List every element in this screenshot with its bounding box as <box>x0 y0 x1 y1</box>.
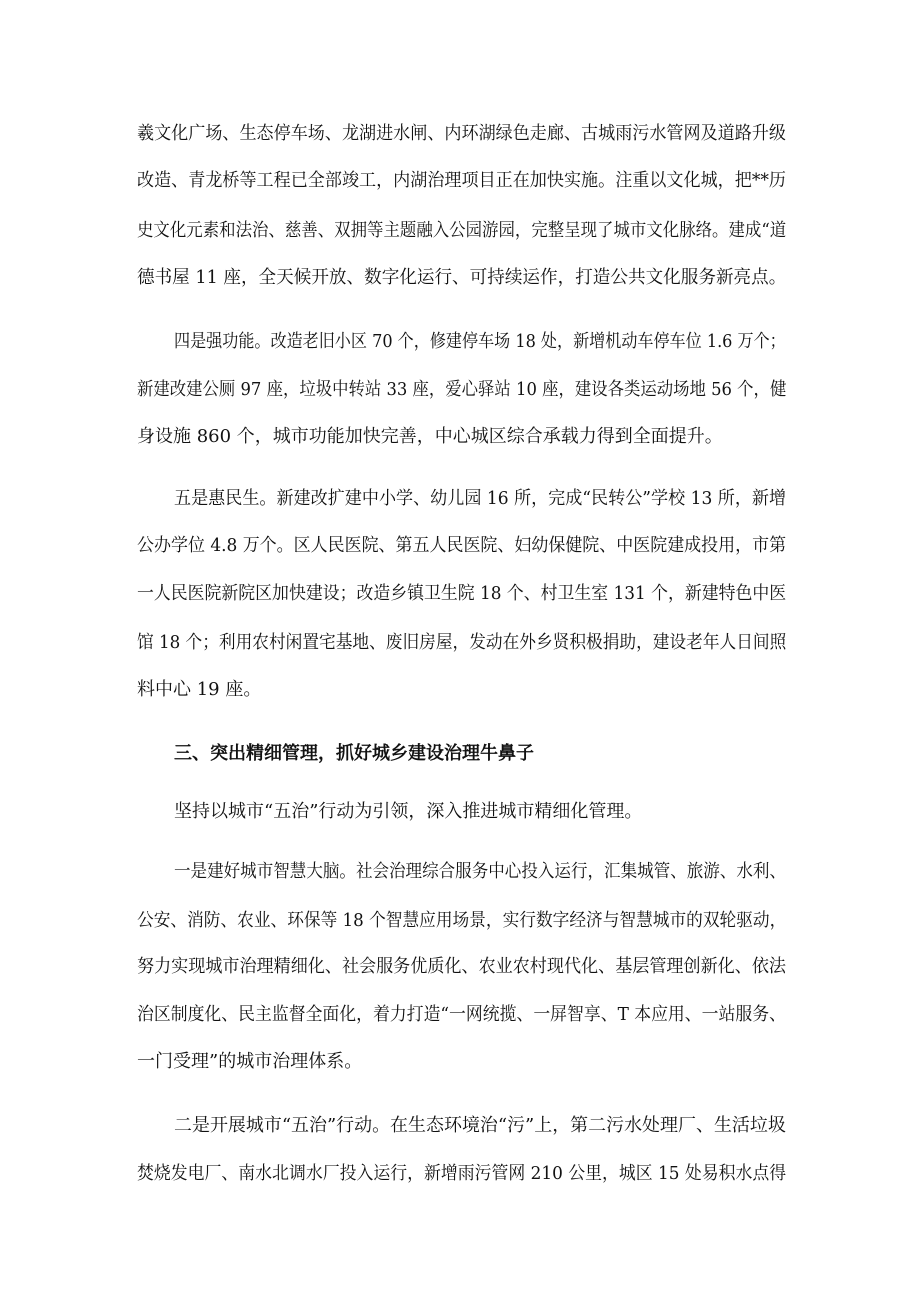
paragraph-3-line-2: 公办学位 4.8 万个。区人民医院、第五人民医院、妇幼保健院、中医院建成投用，市第 <box>137 535 787 556</box>
paragraph-6-line-1: 二是开展城市“五治”行动。在生态环境治“污”上，第二污水处理厂、生活垃圾 <box>174 1115 786 1136</box>
paragraph-5-line-5: 一门受理”的城市治理体系。 <box>137 1051 363 1072</box>
paragraph-3-line-3: 一人民医院新院区加快建设；改造乡镇卫生院 18 个、村卫生室 131 个，新建特色中医 <box>137 583 787 604</box>
paragraph-5-line-2: 公安、消防、农业、环保等 18 个智慧应用场景，实行数字经济与智慧城市的双轮驱动， <box>137 910 787 931</box>
paragraph-3-line-5: 料中心 19 座。 <box>137 679 262 700</box>
paragraph-5-line-1: 一是建好城市智慧大脑。社会治理综合服务中心投入运行，汇集城管、旅游、水利、 <box>174 861 786 882</box>
paragraph-1-line-3: 史文化元素和法治、慈善、双拥等主题融入公园游园，完整呈现了城市文化脉络。建成“道 <box>137 220 787 241</box>
paragraph-6-line-2: 焚烧发电厂、南水北调水厂投入运行，新增雨污管网 210 公里，城区 15 处易积水点得 <box>137 1163 787 1184</box>
paragraph-3-line-1: 五是惠民生。新建改扩建中小学、幼儿园 16 所，完成“民转公”学校 13 所，新增 <box>174 488 787 509</box>
paragraph-5-line-3: 努力实现城市治理精细化、社会服务优质化、农业农村现代化、基层管理创新化、依法 <box>137 956 786 977</box>
paragraph-3-line-4: 馆 18 个；利用农村闲置宅基地、废旧房屋，发动在外乡贤积极捐助，建设老年人日间照 <box>137 632 787 653</box>
paragraph-1-line-1: 羲文化广场、生态停车场、龙湖进水闸、内环湖绿色走廊、古城雨污水管网及道路升级 <box>137 123 786 144</box>
paragraph-4-line-1: 坚持以城市“五治”行动为引领，深入推进城市精细化管理。 <box>174 801 643 822</box>
paragraph-2-line-3: 身设施 860 个，城市功能加快完善，中心城区综合承载力得到全面提升。 <box>137 426 723 447</box>
paragraph-2-line-2: 新建改建公厕 97 座，垃圾中转站 33 座，爱心驿站 10 座，建设各类运动场地 56 个，健 <box>137 379 787 400</box>
section-heading: 三、突出精细管理，抓好城乡建设治理牛鼻子 <box>174 743 534 764</box>
paragraph-5-line-4: 治区制度化、民主监督全面化，着力打造“一网统揽、一屏智享、T 本应用、一站服务、 <box>137 1004 786 1025</box>
paragraph-2-line-1: 四是强功能。改造老旧小区 70 个，修建停车场 18 处，新增机动车停车位 1.6 万个； <box>174 331 786 352</box>
paragraph-1-line-4: 德书屋 11 座，全天候开放、数字化运行、可持续运作，打造公共文化服务新亮点。 <box>137 267 787 288</box>
paragraph-1-line-2: 改造、青龙桥等工程已全部竣工，内湖治理项目正在加快实施。注重以文化城，把**历 <box>137 170 786 191</box>
